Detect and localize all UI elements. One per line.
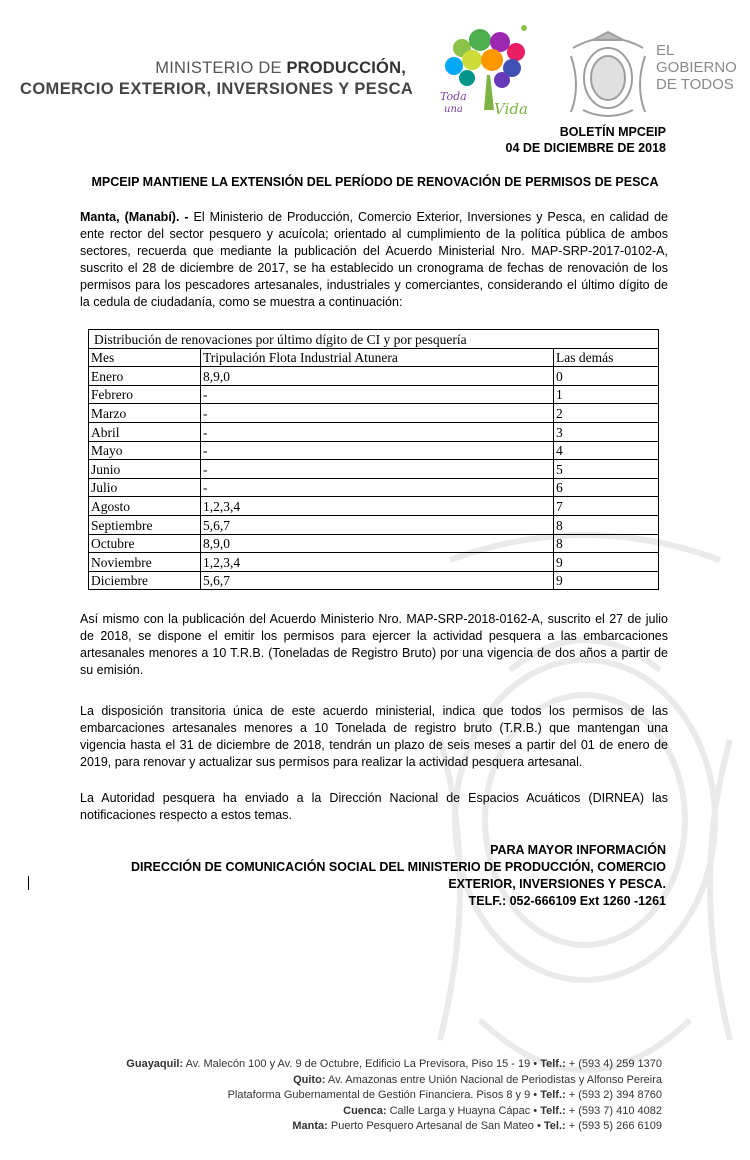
cell-mes: Junio bbox=[89, 460, 201, 479]
footer-guayaquil-tel-label: Telf.: bbox=[540, 1058, 566, 1070]
cell-tripulacion: 8,9,0 bbox=[201, 367, 554, 386]
cell-las-demas: 4 bbox=[554, 441, 659, 460]
paragraph-disposicion-transitoria: La disposición transitoria única de este acuerdo ministerial, indica que todos los permisos de las embarcaciones artesanales menores a 10 Tonelada de registro bruto (T.R.B.) que mantengan una vigencia hasta el 31 de diciembre de 2018, tendrán un plazo de seis meses a partir del 01 de enero de 2019, para renovar y actualizar sus permisos para realizar la actividad pesquera artesanal. bbox=[80, 704, 668, 769]
logo-vida-vida: Vida bbox=[494, 100, 528, 118]
cell-mes: Abril bbox=[89, 422, 201, 441]
contact-line1: PARA MAYOR INFORMACIÓN bbox=[490, 843, 666, 857]
table-row bbox=[89, 460, 659, 479]
cell-tripulacion: 8,9,0 bbox=[201, 534, 554, 553]
table-caption-row bbox=[89, 330, 659, 349]
cell-tripulacion: 5,6,7 bbox=[201, 571, 554, 590]
cell-tripulacion: 1,2,3,4 bbox=[201, 553, 554, 572]
table-header-mes: Mes bbox=[89, 348, 201, 367]
contact-phone: TELF.: 052-666109 Ext 1260 -1261 bbox=[468, 894, 666, 908]
cell-las-demas: 9 bbox=[554, 571, 659, 590]
footer-cuenca bbox=[60, 1104, 662, 1120]
footer-manta-tel-label: Tel.: bbox=[543, 1120, 566, 1132]
paragraph-intro-lead: Manta, (Manabí). - bbox=[80, 210, 189, 224]
cell-tripulacion: 5,6,7 bbox=[201, 515, 554, 534]
footer-cuenca-tel-label: Telf.: bbox=[540, 1104, 566, 1117]
paragraph-intro bbox=[80, 209, 668, 311]
toda-una-vida-logo bbox=[432, 20, 542, 120]
paragraph-intro-body: El Ministerio de Producción, Comercio Exterior, Inversiones y Pesca, en calidad de ente rector del sector pesquero y acuícola; orientado al cumplimiento de la política pública de ambos sectores, recuerda que mediante la publicación del Acuerdo Ministerial Nro. MAP-SRP-2017-0102-A, suscrito el 28 de diciembre de 2017, se ha establecido un cronograma de fechas de renovación de los permisos para los pescadores artesanales, industriales y comerciantes, considerando el último dígito de la cedula de ciudadanía, como se muestra a continuación: bbox=[80, 210, 668, 309]
bulletin-header bbox=[506, 124, 666, 156]
cell-las-demas: 1 bbox=[554, 385, 659, 404]
cell-las-demas: 0 bbox=[554, 367, 659, 386]
table-header-las-demas: Las demás bbox=[554, 348, 659, 367]
cell-tripulacion: - bbox=[201, 404, 554, 423]
el-gobierno-de-todos-logo bbox=[656, 42, 736, 93]
table-row bbox=[89, 571, 659, 590]
table-row bbox=[89, 534, 659, 553]
footer-addresses bbox=[60, 1057, 662, 1135]
table-header-tripulacion: Tripulación Flota Industrial Atunera bbox=[201, 348, 554, 367]
table-row bbox=[89, 404, 659, 423]
ministry-line1-bold: PRODUCCIÓN, bbox=[286, 59, 406, 77]
cell-las-demas: 6 bbox=[554, 478, 659, 497]
cell-mes: Diciembre bbox=[89, 571, 201, 590]
bulletin-title: BOLETÍN MPCEIP bbox=[559, 125, 666, 139]
table-row bbox=[89, 422, 659, 441]
table-row bbox=[89, 367, 659, 386]
footer-quito-address2: Plataforma Gubernamental de Gestión Financiera. Pisos 8 y 9 • bbox=[227, 1089, 541, 1101]
cell-las-demas: 8 bbox=[554, 515, 659, 534]
footer-quito-address: Av. Amazonas entre Unión Nacional de Periodistas y Alfonso Pereira bbox=[325, 1073, 662, 1086]
contact-block bbox=[131, 842, 666, 910]
table-row bbox=[89, 441, 659, 460]
cell-las-demas: 3 bbox=[554, 422, 659, 441]
footer-quito bbox=[60, 1073, 662, 1089]
contact-line2: DIRECCIÓN DE COMUNICACIÓN SOCIAL DEL MINISTERIO DE PRODUCCIÓN, COMERCIO bbox=[131, 860, 666, 874]
paragraph-acuerdo-2018: Así mismo con la publicación del Acuerdo Ministerio Nro. MAP-SRP-2018-0162-A, suscrito el 27 de julio de 2018, se dispone el emitir los permisos para ejercer la actividad pesquera a las embarcaciones artesanales menores a 10 T.R.B. (Toneladas de Registro Bruto) por una vigencia de dos años a partir de su emisión. bbox=[80, 612, 668, 677]
footer-quito-2 bbox=[60, 1088, 662, 1104]
paragraph-dirnea: La Autoridad pesquera ha enviado a la Dirección Nacional de Espacios Acuáticos (DIRNEA) las notificaciones respecto a estos temas. bbox=[80, 791, 668, 822]
footer-cuenca-address: Calle Larga y Huayna Cápac • bbox=[386, 1104, 541, 1117]
footer-quito-tel-label: Telf.: bbox=[540, 1089, 566, 1101]
logo-vida-toda: Toda bbox=[440, 90, 467, 103]
footer-manta bbox=[60, 1119, 662, 1135]
cell-las-demas: 8 bbox=[554, 534, 659, 553]
text-cursor bbox=[28, 876, 29, 890]
gobierno-line1: EL bbox=[656, 42, 675, 59]
ecuador-coat-of-arms-logo bbox=[563, 26, 653, 122]
cell-las-demas: 7 bbox=[554, 497, 659, 516]
ministry-name bbox=[20, 58, 420, 100]
ministry-name-line1 bbox=[20, 58, 420, 79]
cell-mes: Marzo bbox=[89, 404, 201, 423]
ministry-name-line2: COMERCIO EXTERIOR, INVERSIONES Y PESCA bbox=[20, 80, 414, 98]
footer-manta-label: Manta: bbox=[292, 1120, 328, 1132]
footer-guayaquil-tel: + (593 4) 259 1370 bbox=[565, 1058, 662, 1070]
table-row bbox=[89, 478, 659, 497]
cell-mes: Agosto bbox=[89, 497, 201, 516]
table-row bbox=[89, 497, 659, 516]
cell-mes: Mayo bbox=[89, 441, 201, 460]
cell-mes: Enero bbox=[89, 367, 201, 386]
renewal-schedule-table bbox=[88, 329, 659, 590]
footer-quito-tel: + (593 2) 394 8760 bbox=[565, 1089, 662, 1101]
footer-guayaquil-label: Guayaquil: bbox=[126, 1058, 184, 1070]
cell-las-demas: 5 bbox=[554, 460, 659, 479]
headline: MPCEIP MANTIENE LA EXTENSIÓN DEL PERÍODO DE RENOVACIÓN DE PERMISOS DE PESCA bbox=[91, 175, 659, 189]
ministry-line1-light: MINISTERIO DE bbox=[155, 59, 287, 77]
table-caption: Distribución de renovaciones por último dígito de CI y por pesquería bbox=[89, 330, 659, 349]
footer-manta-address: Puerto Pesquero Artesanal de San Mateo • bbox=[327, 1120, 544, 1132]
table-row bbox=[89, 553, 659, 572]
cell-las-demas: 2 bbox=[554, 404, 659, 423]
footer-quito-label: Quito: bbox=[293, 1073, 326, 1086]
bulletin-date: 04 DE DICIEMBRE DE 2018 bbox=[505, 141, 666, 155]
table-row bbox=[89, 515, 659, 534]
cell-las-demas: 9 bbox=[554, 553, 659, 572]
cell-tripulacion: - bbox=[201, 441, 554, 460]
cell-mes: Febrero bbox=[89, 385, 201, 404]
cell-tripulacion: - bbox=[201, 478, 554, 497]
footer-cuenca-label: Cuenca: bbox=[343, 1104, 387, 1117]
logo-vida-una: una bbox=[444, 104, 463, 115]
cell-mes: Septiembre bbox=[89, 515, 201, 534]
footer-manta-tel: + (593 5) 266 6109 bbox=[565, 1120, 662, 1132]
contact-line3: EXTERIOR, INVERSIONES Y PESCA. bbox=[448, 877, 666, 891]
cell-tripulacion: 1,2,3,4 bbox=[201, 497, 554, 516]
cell-mes: Octubre bbox=[89, 534, 201, 553]
cell-mes: Noviembre bbox=[89, 553, 201, 572]
table-header-row bbox=[89, 348, 659, 367]
gobierno-line3: DE TODOS bbox=[656, 76, 734, 93]
gobierno-line2: GOBIERNO bbox=[656, 59, 737, 76]
cell-mes: Julio bbox=[89, 478, 201, 497]
table-row bbox=[89, 385, 659, 404]
cell-tripulacion: - bbox=[201, 385, 554, 404]
footer-guayaquil bbox=[60, 1057, 662, 1073]
cell-tripulacion: - bbox=[201, 422, 554, 441]
footer-cuenca-tel: + (593 7) 410 4082 bbox=[565, 1104, 662, 1117]
footer-guayaquil-address: Av. Malecón 100 y Av. 9 de Octubre, Edificio La Previsora, Piso 15 - 19 • bbox=[183, 1058, 541, 1070]
cell-tripulacion: - bbox=[201, 460, 554, 479]
